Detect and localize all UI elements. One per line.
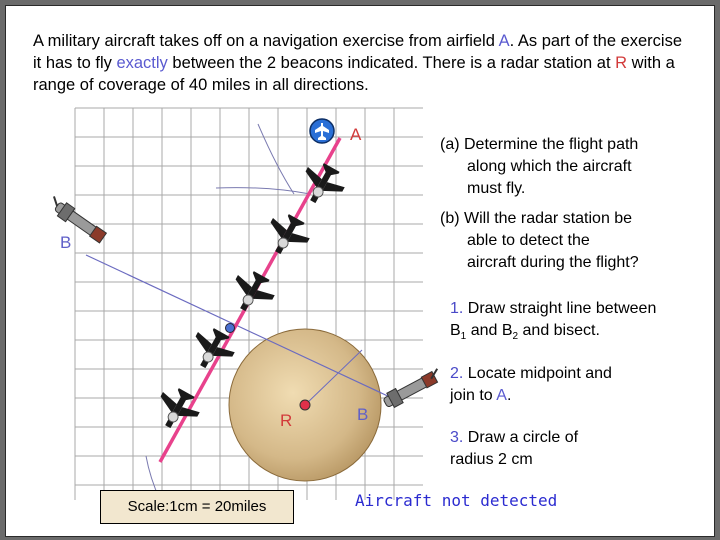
problem-statement: A military aircraft takes off on a navigation exercise from airfield A. As part of the exercise it has to fly exactly between the 2 beacons indicated. There is a radar station at R with a range of coverage of 40 miles in all directions.: [33, 32, 683, 94]
radar-station-label: R: [280, 411, 293, 430]
result-text: Aircraft not detected: [355, 491, 558, 510]
radar-station-marker: [300, 400, 310, 410]
question-a: (a) Determine the flight path along which the aircraft must fly.: [440, 136, 639, 197]
beacon-b2-icon: [382, 367, 444, 410]
step-3: 3. Draw a circle of radius 2 cm: [450, 429, 579, 468]
airfield-label: A: [350, 125, 362, 144]
scale-label: Scale:1cm = 20miles: [100, 490, 294, 524]
airfield-icon: [310, 119, 334, 143]
aircraft-icon: [224, 265, 280, 319]
beacon-b2-label: B: [357, 405, 369, 424]
airfield-label-inline: A: [498, 32, 510, 50]
step-2: 2. Locate midpoint and join to A.: [450, 365, 612, 404]
radar-label-inline: R: [615, 54, 628, 72]
step-1: 1. Draw straight line between $B_1$ and $B_2$ and bisect.: [450, 300, 657, 343]
beacon-b1-icon: [46, 195, 108, 245]
question-b: (b) Will the radar station be able to detect the aircraft during the flight?: [440, 210, 639, 271]
beacon-b1-label: B: [60, 233, 72, 252]
midpoint-marker: [226, 324, 235, 333]
exactly-emphasis: exactly: [116, 54, 168, 72]
